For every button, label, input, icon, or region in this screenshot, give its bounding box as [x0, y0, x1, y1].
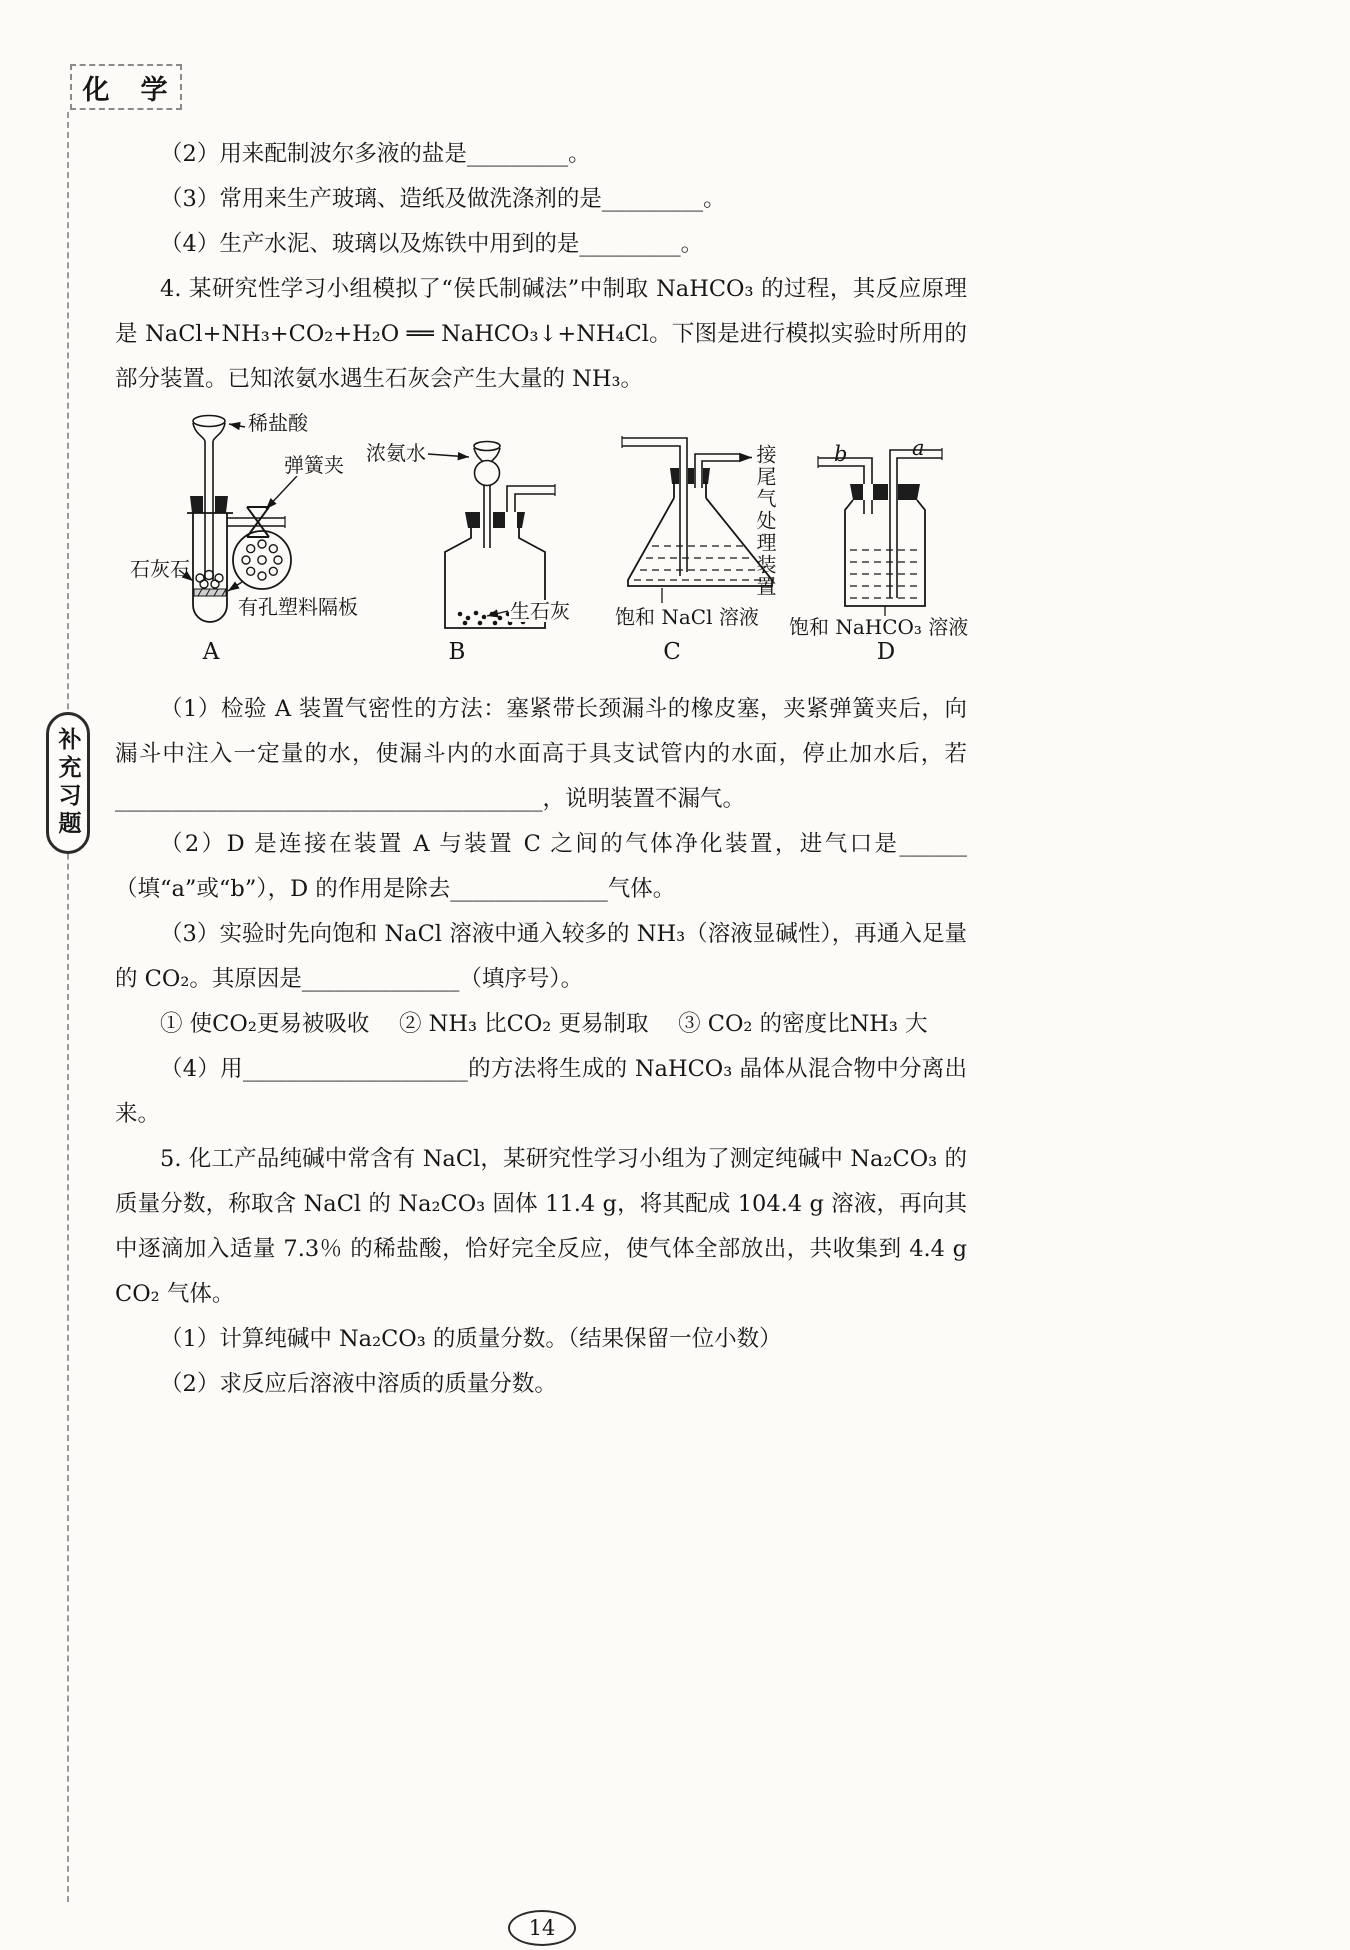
q5-intro: 5. 化工产品纯碱中常含有 NaCl，某研究性学习小组为了测定纯碱中 Na₂CO₃ 的质量分数，称取含 NaCl 的 Na₂CO₃ 固体 11.4 g，将其配成 104.4 g 溶液，再向其中逐滴加入适量 7.3％ 的稀盐酸，恰好完全反应，使气体全部放出，共收集到 4.4 g CO₂ 气体。	[115, 1146, 967, 1307]
sidebar-section-badge	[46, 712, 90, 854]
apparatus-figure	[115, 410, 967, 675]
q4-sub-2: （2）D 是连接在装置 A 与装置 C 之间的气体净化装置，进气口是______（填“a”或“b”），D 的作用是除去______________气体。	[115, 831, 967, 902]
apparatus-c	[600, 410, 820, 675]
port-b-label: b	[834, 442, 848, 466]
q5-sub-2: （2）求反应后溶液中溶质的质量分数。	[160, 1371, 557, 1397]
tail-gas-treatment-label: 接尾气处理装置	[753, 444, 777, 598]
margin-dashed-rule	[67, 112, 69, 1902]
q4-sub-3: （3）实验时先向饱和 NaCl 溶液中通入较多的 NH₃（溶液显碱性），再通入足量的 CO₂。其原因是______________（填序号）。	[115, 921, 967, 992]
q4-intro: 4. 某研究性学习小组模拟了“侯氏制碱法”中制取 NaHCO₃ 的过程，其反应原理是 NaCl+NH₃+CO₂+H₂O ══ NaHCO₃↓+NH₄Cl。下图是进行模拟实验时所用的部分装置。已知浓氨水遇生石灰会产生大量的 NH₃。	[115, 276, 967, 392]
q3-item-3: （3）常用来生产玻璃、造纸及做洗涤剂的是_________。	[160, 186, 726, 212]
q3-item-2: （2）用来配制波尔多液的盐是_________。	[160, 141, 591, 167]
q3-item-4: （4）生产水泥、玻璃以及炼铁中用到的是_________。	[160, 231, 704, 257]
saturated-nacl-label: 饱和 NaCl 溶液	[615, 605, 759, 629]
page-number: 14	[528, 1916, 556, 1940]
apparatus-b-caption: B	[448, 639, 466, 665]
dilute-hcl-label: 稀盐酸	[248, 411, 308, 435]
apparatus-c-caption: C	[663, 639, 681, 665]
apparatus-d-drawing	[790, 410, 980, 645]
apparatus-a	[130, 410, 370, 675]
page-number-badge	[508, 1910, 576, 1946]
limestone-label: 石灰石	[130, 557, 190, 581]
sidebar-section-label: 补充习题	[54, 727, 82, 839]
port-a-label: a	[912, 436, 925, 460]
quicklime-label: 生石灰	[510, 599, 570, 623]
perforated-plate-label: 有孔塑料隔板	[238, 595, 358, 619]
saturated-nahco3-label: 饱和 NaHCO₃ 溶液	[789, 615, 969, 639]
q5-sub-1: （1）计算纯碱中 Na₂CO₃ 的质量分数。（结果保留一位小数）	[160, 1326, 782, 1352]
apparatus-d-caption: D	[876, 639, 896, 665]
spring-clip-label: 弹簧夹	[284, 453, 344, 477]
page-body	[115, 132, 967, 1407]
chapter-tab-label: 化 学	[82, 74, 170, 106]
concentrated-ammonia-label: 浓氨水	[366, 441, 426, 465]
chapter-tab	[70, 64, 182, 110]
q4-sub-4: （4）用____________________的方法将生成的 NaHCO₃ 晶体从混合物中分离出来。	[115, 1056, 967, 1127]
q4-sub-1: （1）检验 A 装置气密性的方法：塞紧带长颈漏斗的橡皮塞，夹紧弹簧夹后，向漏斗中注入一定量的水，使漏斗内的水面高于具支试管内的水面，停止加水后，若______________________________________，说明装置不漏气。	[115, 696, 967, 812]
q4-options: ① 使CO₂更易被吸收 ② NH₃ 比CO₂ 更易制取 ③ CO₂ 的密度比NH₃ 大	[160, 1011, 928, 1037]
apparatus-a-caption: A	[202, 639, 220, 665]
apparatus-d	[790, 410, 980, 675]
apparatus-b	[365, 410, 580, 675]
